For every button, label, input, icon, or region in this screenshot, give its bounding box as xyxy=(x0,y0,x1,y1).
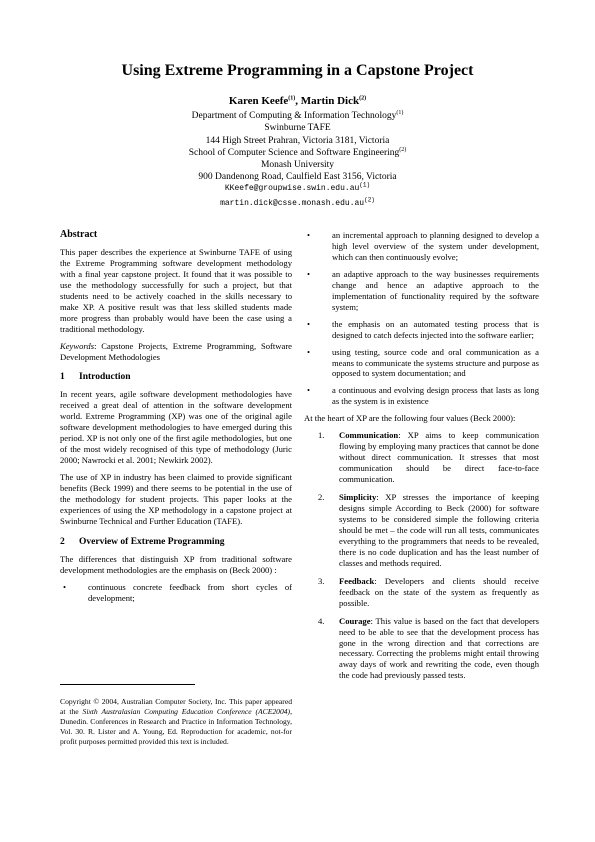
affiliations xyxy=(0,110,595,184)
email-keefe[interactable] xyxy=(0,181,595,193)
email-dick[interactable] xyxy=(0,196,595,208)
value-item-courage xyxy=(304,616,539,682)
author-dick-marker: (2) xyxy=(359,95,367,102)
value-text: : Developers and clients should receive feedback on the state of the system as frequently as possible. xyxy=(339,575,539,608)
affiliation-department-2-text: School of Computer Science and Software Engineering xyxy=(188,147,400,158)
bullet-icon: • xyxy=(307,385,311,396)
bullet-icon: • xyxy=(63,581,67,592)
email-keefe-text[interactable]: KKeefe@groupwise.swin.edu.au xyxy=(224,184,360,193)
keywords-text: : Capstone Projects, Extreme Programming, Software Development Methodologies xyxy=(60,340,292,362)
emphasis-item xyxy=(304,269,539,313)
section-2-intro: The differences that distinguish XP from traditional software development methodologies are the emphasis on (Beck 2000) : xyxy=(60,553,292,575)
email-keefe-marker: (1) xyxy=(359,181,371,189)
emphasis-item xyxy=(304,319,539,341)
affiliation-institution-2: Monash University xyxy=(260,160,335,171)
author-line xyxy=(0,95,595,107)
section-1-title: Introduction xyxy=(79,372,131,383)
left-column xyxy=(60,230,292,610)
bullet-icon: • xyxy=(307,318,311,329)
emphasis-item xyxy=(304,347,539,380)
emphasis-item-text: the emphasis on an automated testing process that is designed to catch defects injected into the software earlier; xyxy=(332,318,539,340)
value-item-feedback xyxy=(304,576,539,609)
bullet-icon: • xyxy=(307,230,311,240)
author-keefe: Karen Keefe xyxy=(228,95,289,107)
emphasis-item xyxy=(304,385,539,407)
emphasis-item xyxy=(60,582,292,604)
section-1-number: 1 xyxy=(60,372,65,383)
footnote-divider xyxy=(60,684,195,685)
paper-title: Using Extreme Programming in a Capstone Project xyxy=(121,62,474,79)
affiliation-department-1 xyxy=(0,110,595,122)
value-number: 3. xyxy=(318,575,325,586)
value-item-simplicity xyxy=(304,492,539,569)
copyright-text-1: Copyright © 2004, Australian Computer Society, Inc. This paper appeared at the xyxy=(60,697,292,716)
affiliation-institution-1: Swinburne TAFE xyxy=(264,123,331,134)
keywords-label: Keywords xyxy=(60,340,95,351)
affiliation-department-2 xyxy=(0,147,595,159)
affiliation-address-2: 900 Dandenong Road, Caulfield East 3156, Victoria xyxy=(198,172,397,183)
section-1-paragraph-1: In recent years, agile software development methodologies have received a great deal of attention in the software development world. Extreme Programming (XP) was one of the original agile software development methodologies to have emerged during this period. XP is not only one of the first agile methodologies, but one of the most widely recognised of this type of methodology (Juric 2000; Nawrocki et al. 2001; Newkirk 2002). xyxy=(60,389,292,466)
section-1-paragraph-2: The use of XP in industry has been claimed to provide significant benefits (Beck 1999) and there seems to be potential in the use of the methodology for student projects. This paper looks at the experiences of using the XP methodology in a capstone project at Swinburne Technical and Further Education (TAFE). xyxy=(60,472,292,526)
abstract-body: This paper describes the experience at Swinburne TAFE of using the Extreme Programming software development methodology with a final year capstone project. It found that it was possible to use the methodology successfully for such a project, but that students need to be actively coached in the skills necessary to make XP. A positive result was that less skilled students made more progress than probably would have been the case using a traditional methodology. xyxy=(60,246,292,334)
affiliation-department-1-marker: (1) xyxy=(396,109,404,116)
keywords xyxy=(60,341,292,363)
emphasis-item-text: an adaptive approach to the way businesses requirements change and hence an adaptive approach to the implementation of functionality required by the software system; xyxy=(332,268,539,312)
copyright-notice xyxy=(60,697,292,747)
value-item-communication xyxy=(304,430,539,485)
value-number: 2. xyxy=(318,492,325,503)
value-name: Simplicity xyxy=(339,492,377,503)
emphasis-item xyxy=(304,230,539,263)
author-keefe-marker: (1) xyxy=(288,95,296,102)
emphasis-list-left xyxy=(60,582,292,604)
values-intro: At the heart of XP are the following four values (Beck 2000): xyxy=(304,413,516,424)
affiliation-address-1: 144 High Street Prahran, Victoria 3181, Victoria xyxy=(205,135,390,146)
copyright-text-2: , Dunedin. Conferences in Research and Practice in Information Technology, Vol. 30. R. Lister and A. Young, Ed. Reproduction for academic, not-for profit purposes permitted provided this text is included. xyxy=(60,707,292,746)
affiliation-department-2-marker: (2) xyxy=(399,146,407,153)
value-text: : XP stresses the importance of keeping designs simple According to Beck (2000) for software systems to be considered simple the following criteria should be met – the code will run all tests, communicates everything to the programmers that needs to be revealed, there is no code duplication and has the least number of classes and methods required. xyxy=(339,492,539,568)
abstract-heading: Abstract xyxy=(60,229,98,240)
bullet-icon: • xyxy=(307,268,311,279)
author-dick: Martin Dick xyxy=(300,95,360,107)
value-number: 1. xyxy=(318,430,325,441)
section-2-title: Overview of Extreme Programming xyxy=(79,536,225,547)
value-number: 4. xyxy=(318,615,325,626)
email-dick-text[interactable]: martin.dick@csse.monash.edu.au xyxy=(220,199,365,208)
value-text: : This value is based on the fact that developers need to be able to see that the development process has gone in the wrong direction and that corrections are necessary. Correcting the problems might entail throwing away days of work and rewriting the code, even though the code had previously passed tests. xyxy=(339,615,539,681)
emphasis-list-right xyxy=(304,230,539,407)
value-name: Courage xyxy=(339,615,371,626)
emphasis-item-text: continuous concrete feedback from short cycles of development; xyxy=(88,581,292,603)
email-dick-marker: (2) xyxy=(364,196,375,204)
section-1-heading xyxy=(60,372,292,383)
author-separator: , xyxy=(295,95,301,107)
value-name: Communication xyxy=(339,430,399,441)
value-text: : XP aims to keep communication flowing by employing many practices that cannot be done without direct communication. It stresses that most communication should be direct face-to-face communication. xyxy=(339,430,539,485)
value-name: Feedback xyxy=(339,575,375,586)
values-list xyxy=(304,430,539,681)
section-2-heading xyxy=(60,537,292,548)
right-column xyxy=(304,230,539,688)
section-2-number: 2 xyxy=(60,536,65,547)
copyright-conference-name: Sixth Australasian Computing Education Conference (ACE2004) xyxy=(82,707,291,716)
affiliation-department-1-text: Department of Computing & Information Technology xyxy=(191,111,397,121)
emphasis-item-text: a continuous and evolving design process that lasts as long as the system is in existence xyxy=(332,385,539,407)
bullet-icon: • xyxy=(307,346,311,357)
emphasis-item-text: an incremental approach to planning designed to develop a high level overview of the system under development, which can then continuously evolve; xyxy=(332,230,539,262)
emphasis-item-text: using testing, source code and oral communication as a means to communicate the systems structure and purpose as opposed to system documentation; and xyxy=(332,346,539,379)
